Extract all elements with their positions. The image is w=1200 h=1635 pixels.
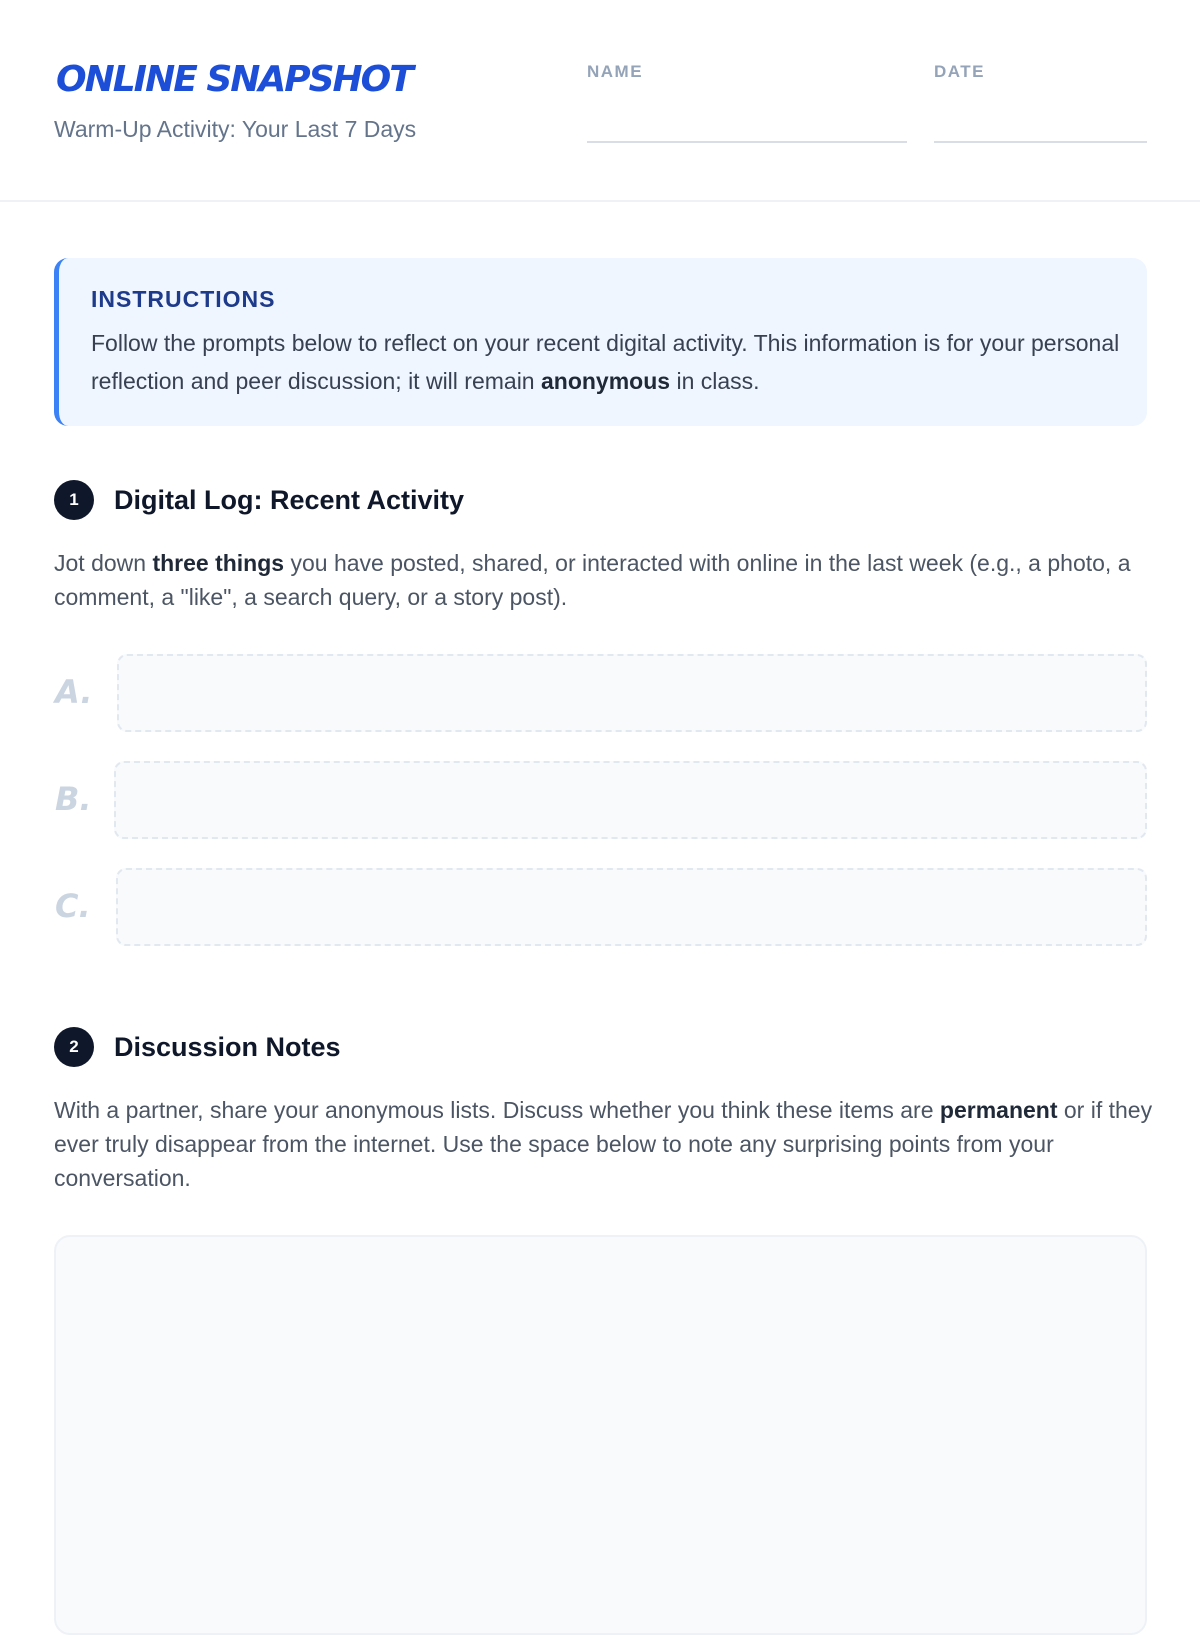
section-2-description: With a partner, share your anonymous lists. Discuss whether you think these items are permanent or if they ever truly disappear from the internet. Use the space below to note any surprising points from your conversation. xyxy=(54,1097,1153,1191)
section-1-title: Digital Log: Recent Activity xyxy=(114,484,465,515)
instructions-panel xyxy=(54,258,1147,426)
date-label: DATE xyxy=(934,62,986,81)
permanent-emphasis: permanent xyxy=(939,1097,1058,1123)
name-label: NAME xyxy=(587,62,644,81)
section-1-description: Jot down three things you have posted, shared, or interacted with online in the last week (e.g., a photo, a comment, a "like", a search query, or a story post). xyxy=(54,550,1131,610)
worksheet-subtitle: Warm-Up Activity: Your Last 7 Days xyxy=(54,116,417,142)
entry-c-box[interactable] xyxy=(116,868,1147,946)
entry-a-letter: A. xyxy=(55,673,93,711)
section-2-title: Discussion Notes xyxy=(114,1031,341,1062)
worksheet-title: ONLINE SNAPSHOT xyxy=(56,59,412,100)
instructions-text: Follow the prompts below to reflect on your recent digital activity. This information is for your personal reflection and peer discussion; it will remain anonymous in class. xyxy=(91,330,1120,394)
step-1-badge: 1 xyxy=(54,480,94,520)
instructions-title: INSTRUCTIONS xyxy=(91,286,276,312)
anonymous-emphasis: anonymous xyxy=(540,368,671,394)
entry-b-box[interactable] xyxy=(114,761,1147,839)
worksheet-header xyxy=(0,0,1200,202)
date-field[interactable] xyxy=(934,141,1147,143)
name-field[interactable] xyxy=(587,141,907,143)
entry-c-letter: C. xyxy=(55,887,91,925)
three-things-emphasis: three things xyxy=(152,550,285,576)
entry-a-box[interactable] xyxy=(117,654,1147,732)
section-1-heading xyxy=(54,480,464,520)
section-2-heading xyxy=(54,1027,341,1067)
step-2-badge: 2 xyxy=(54,1027,94,1067)
entry-b-letter: B. xyxy=(55,780,92,818)
discussion-notes-area[interactable] xyxy=(54,1235,1147,1635)
